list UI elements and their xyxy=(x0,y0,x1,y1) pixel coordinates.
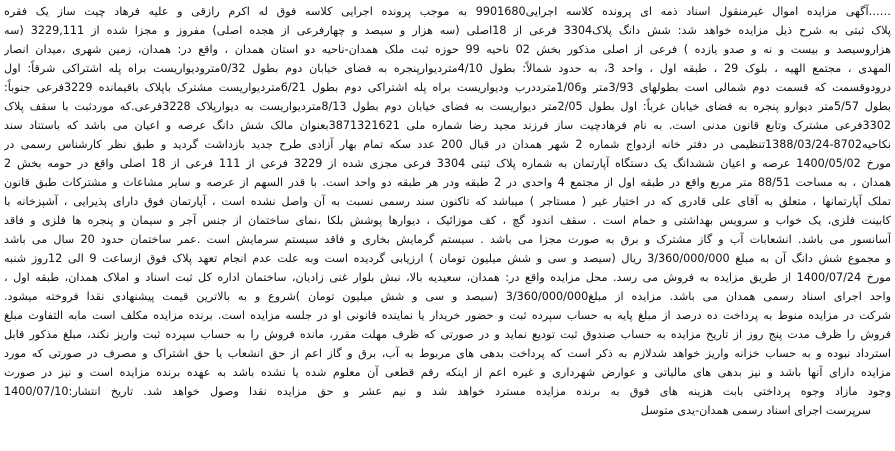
notice-line: شرکت در مزایده منوط به پرداخت ده درصد از مبلغ پایه به حساب سپرده ثبت و حضور خریدار یا نماینده قانونی او در جلسه مزایده است. برنده مزایده مکلف است مابه التفاوت مبلغ xyxy=(4,309,891,322)
notice-line: آسانسور می باشد. انشعابات آب و گاز مشترک و برق به صورت مجزا می باشد . سیستم گرمایش بخاری و فاقد سیستم سرمایش است .عمر ساختمان حدود 20 سال می باشد xyxy=(4,233,891,246)
notice-line: واحد اجرای اسناد رسمی همدان می باشد. مزایده از مبلغ3/360/000/000 (سیصد و سی و شش میلیون تومان )شروع و به بالاترین قیمت پیشنهادی نقدا فروخته میشود. xyxy=(4,290,891,303)
notice-line: هزاروسیصد و بیست و نه و صدو یازده ) فرعی از اصلی مذکور بخش 02 ناحیه 99 حوزه ثبت ملک همدان-ناحیه دو استان همدان ، واقع در: همدان، زمین شهری ،میدان انصار xyxy=(4,43,891,56)
notice-line: استرداد نبوده و به حساب خزانه واریز خواهد شدلازم به ذکر است که پرداخت بدهی های مربوط به آب، برق و گاز اعم از حق انشعاب یا حق اشتراک و مصرف در صورتی که مورد xyxy=(4,347,891,360)
notice-line: پلاک ثبتی به شرح ذیل مزایده خواهد شد: شش دانگ پلاک3304 فرعی از 18اصلی (سه هزار و سیصد و چهارفرعی از هجده اصلی) مفروز و مجزا شده از 3229,111 (سه xyxy=(4,24,891,37)
notice-line: ……آگهی مزایده اموال غیرمنقول اسناد ذمه ای پرونده کلاسه اجرایی9901680 به موجب پرونده اجرایی کلاسه فوق له اکرم رازقی و علیه فرهاد چیت ساز یک فقره xyxy=(4,5,891,18)
notice-line: المهدی ، مجتمع الهیه ، بلوک 29 ، طبقه اول ، واحد 3، به حدود شمالاً: بطول 4/10متردیوارپنجره به فضای خیابان دوم بطول 0/32مترودیواریست براه پله اشتراکی شرقاً: اول xyxy=(4,62,891,75)
notice-line: همدان ، به مساحت 88/51 متر مربع واقع در طبقه اول از مجتمع 4 واحدی در 2 طبقه ودر هر طبقه دو واحد است. با قدر السهم از عرصه و سایر مشاعات و مشترکات طبق قانون xyxy=(4,176,891,189)
notice-line: 3302فرعی مشترک وتابع قانون مدنی است. به نام فرهادچیت ساز فرزند مجید رضا شماره ملی 3871321621بعنوان مالک شش دانگ عرصه و اعیان می باشد که باستناد سند xyxy=(4,119,891,132)
notice-line: نکاحیه8702-1388/03/24تنظیمی در دفتر خانه ازدواج شماره 2 شهر همدان در قبال 200 عدد سکه تمام بهار آزادی طرح جدید بازداشت گردید و طبق نظر کارشناس رسمی در xyxy=(4,138,891,151)
notice-line: مزایده دارای آنها باشد و نیز بدهی های مالیاتی و عوارض شهرداری و غیره اعم از اینکه رقم قطعی آن معلوم شده یا نشده باشد به عهده برنده مزایده است و نیز در صورت xyxy=(4,366,891,379)
signature-line: سرپرست اجرای اسناد رسمی همدان-یدی متوسل xyxy=(640,404,871,417)
auction-notice xyxy=(4,0,891,451)
notice-line: تملک آپارتمانها ، متعلق به آقای علی قادری که در اختیار غیر ( مستاجر ) میباشد که تاکنون سند رسمی نسبت به آن واصل نشده است ، آپارتمان فوق دارای پذیرایی ، آشپزخانه با xyxy=(4,195,891,208)
notice-line: مورخ 1400/07/24 از طریق مزایده به فروش می رسد. محل مزایده واقع در: همدان، سعیدیه بالا، نبش بلوار غنی زادیان، ساختمان اداره کل ثبت اسناد و املاک همدان، طبقه اول ، xyxy=(4,271,891,284)
notice-line: مورخ 1400/05/02 عرصه و اعیان ششدانگ یک دستگاه آپارتمان به شماره پلاک ثبتی 3304 فرعی مجزی شده از 3229 فرعی از 111 فرعی از 18 اصلی واقع در حومه بخش 2 xyxy=(4,157,891,170)
notice-line: وجود مازاد وجوه پرداختی بابت هزینه های فوق به برنده مزایده مسترد خواهد شد و نیم عشر و حق مزایده نقدا وصول خواهد شد. تاریخ انتشار:1400/07/10 xyxy=(4,385,891,398)
notice-line: فروش را ظرف مدت پنج روز از تاریخ مزایده به حساب صندوق ثبت تودیع نماید و در صورتی که ظرف مهلت مقرر، مانده فروش را به حساب سپرده ثبت واریز نکند، مبلغ مذکور قابل xyxy=(4,328,891,341)
notice-line: درودوقسمت که قسمت دوم شمالی است بطولهای 3/93متر و1/06مترددرب ودیواریست براه پله اشتراکی دوم بطول 6/21متردیواریست مشترک باپلاک باقیمانده 3229فرعی جنوباً: xyxy=(4,81,891,94)
notice-line: و مجموع شش دانگ آن به مبلغ 3/360/000/000 ریال (سیصد و سی و شش میلیون تومان ) ارزیابی گردیده است وبه علت عدم انجام تعهد پلاک فوق ازساعت 9 الی 12روز شنبه xyxy=(4,252,891,265)
notice-line: بطول 5/57متر دیوارو پنجره به فضای خیابان غرباً: اول بطول 2/05متر دیواریست به فضای خیابان دوم بطول 8/13متردیواریست به دیوارپلاک 3228فرعی.که موردثبت با سقف پلاک xyxy=(4,100,891,113)
notice-line: کابینت فلزی، یک خواب و سرویس بهداشتی و حمام است . سقف اندود گچ ، کف موزائیک ، دیوارها پوشش بلکا ،نمای ساختمان از جنس آجر و سیمان و پنجره ها فلزی و فاقد xyxy=(4,214,891,227)
